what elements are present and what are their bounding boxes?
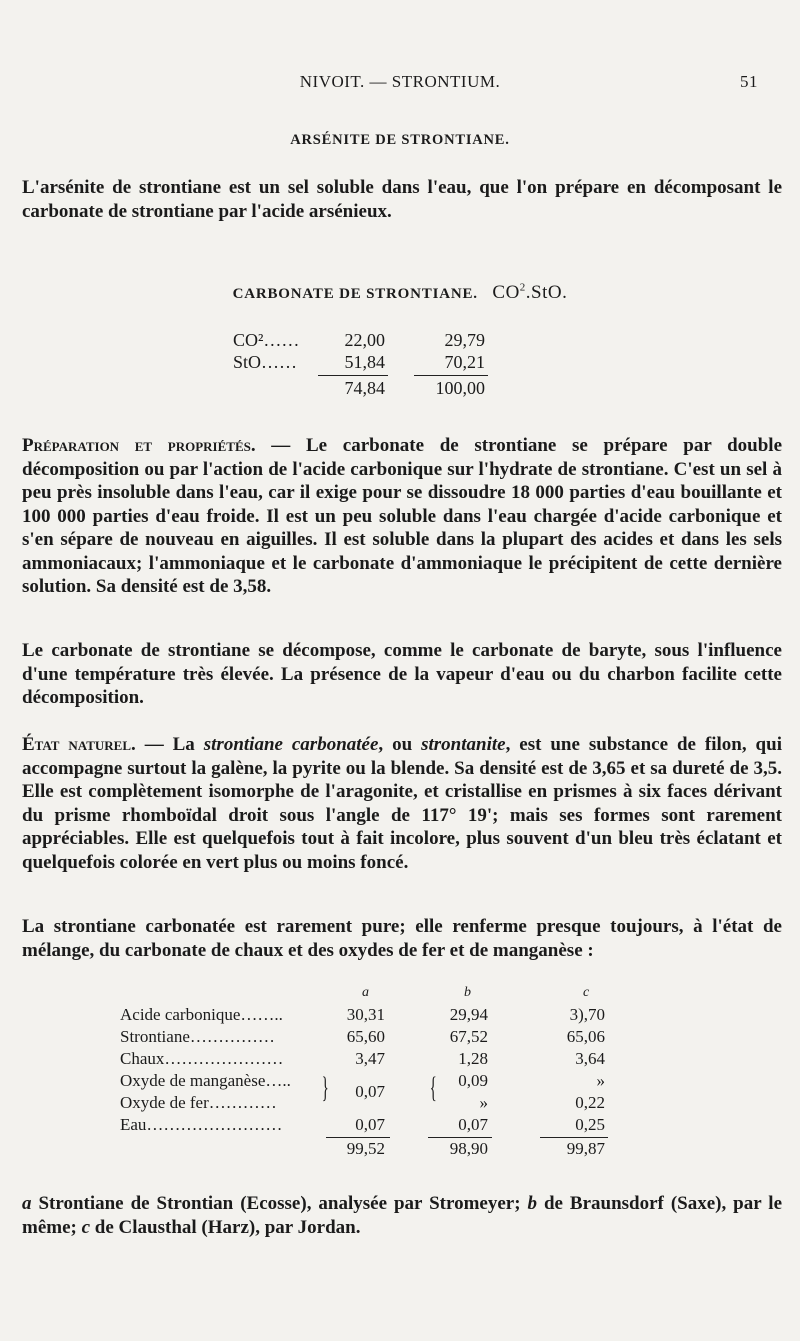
composition-label: StO……: [233, 352, 298, 372]
cell-c: 3),70: [569, 1005, 605, 1024]
carbonate-title: CARBONATE DE STRONTIANE.: [232, 286, 478, 302]
section-title-arsenite: ARSÉNITE DE STRONTIANE.: [290, 132, 510, 148]
footnote-text-a: Strontiane de Strontian (Ecosse), analysée par Stromeyer;: [31, 1193, 528, 1214]
sum-rule: [318, 375, 388, 376]
cell-b: 1,28: [458, 1049, 488, 1068]
column-header-c: c: [583, 985, 590, 1000]
cell-b: 0,09: [458, 1071, 488, 1090]
composition-total-percent: 100,00: [435, 378, 485, 398]
sum-rule: [326, 1137, 390, 1138]
footnote-letter-b: b: [527, 1193, 537, 1214]
decomposition-paragraph: Le carbonate de strontiane se décompose, comme le carbonate de baryte, sous l'influence d'une température très élevée. La présence de la vapeur d'eau ou du charbon facilite cette décomposition.: [22, 640, 782, 708]
composition-label: CO²……: [233, 330, 300, 350]
totals-row: [0, 1139, 800, 1161]
footnote-text-b: de Braunsdorf (Saxe), par le même;: [22, 1193, 783, 1238]
row-label: Chaux…………………: [120, 1049, 284, 1068]
composition-total: 74,84: [344, 378, 385, 398]
cell-c: 0,25: [575, 1115, 605, 1134]
etat-heading: État naturel.: [22, 734, 136, 755]
merged-cell-a: 0,07: [355, 1082, 385, 1101]
analyses-table: [0, 985, 800, 1165]
column-header-b: b: [464, 985, 471, 1000]
cell-b: 0,07: [458, 1115, 488, 1134]
cell-c: 3,64: [575, 1049, 605, 1068]
arsenite-paragraph: L'arsénite de strontiane est un sel soluble dans l'eau, que l'on prépare en décomposant le carbonate de strontiane par l'acide arsénieux.: [22, 177, 782, 222]
composition-percent: 70,21: [444, 352, 485, 372]
row-label: Oxyde de fer…………: [120, 1093, 277, 1112]
composition-row: [0, 352, 800, 376]
cell-a: 65,60: [346, 1027, 385, 1046]
cell-a: 0,07: [355, 1115, 385, 1134]
preparation-paragraph: [22, 434, 782, 599]
right-brace: }: [321, 1071, 329, 1104]
composition-value: 22,00: [344, 330, 385, 350]
table-row: [0, 1027, 800, 1049]
cell-a: 3,47: [355, 1049, 385, 1068]
etat-text: , est une substance de filon, qui accompagne surtout la galène, la pyrite ou la blende. Sa densité est de 3,65 et sa dureté de 3,5. Elle est complètement isomorphe de l'aragonite, et cristallise en prismes à six faces dérivant du prisme rhomboïdal droit sous l'angle de 117° 19'; mais ses formes sont rarement appréciables. Elle est quelquefois tout à fait incolore, plus souvent d'un bleu très éclatant et quelquefois colorée en vert plus ou moins foncé.: [22, 734, 782, 873]
composition-percent: 29,79: [444, 330, 485, 350]
preparation-heading: Préparation et propriétés.: [22, 435, 256, 456]
total-a: 99,52: [346, 1139, 385, 1158]
cell-c: 0,22: [575, 1093, 605, 1112]
composition-value: 51,84: [344, 352, 385, 372]
footnote-paragraph: [22, 1192, 782, 1239]
row-label: Acide carbonique……..: [120, 1005, 283, 1024]
total-b: 98,90: [449, 1139, 488, 1158]
sum-rule: [414, 375, 488, 376]
composition-table: [0, 322, 800, 412]
cell-b: 67,52: [449, 1027, 488, 1046]
header-title: NIVOIT. — STRONTIUM.: [299, 72, 501, 91]
cell-a: 30,31: [346, 1005, 385, 1024]
section-title-carbonate: [0, 282, 800, 304]
cell-c: »: [596, 1071, 605, 1090]
table-row: [0, 1071, 800, 1093]
carbonate-formula: $CO^2.StO$.: [492, 281, 568, 303]
mineral-name: strontiane carbonatée: [203, 734, 379, 755]
footnote-letter-a: a: [22, 1193, 32, 1214]
column-header-a: a: [362, 985, 369, 1000]
sum-rule: [540, 1137, 608, 1138]
table-row: [0, 1049, 800, 1071]
row-label: Eau……………………: [120, 1115, 283, 1134]
preparation-text: — Le carbonate de strontiane se prépare par double décomposition ou par l'action de l'acide carbonique sur l'hydrate de strontiane. C'est un sel à peu près insoluble dans l'eau, car il exige pour se dissoudre 18 000 parties d'eau bouillante et 100 000 parties d'eau froide. Il est un peu soluble dans l'eau chargée d'acide carbonique et s'en sépare de nouveau en aiguilles. Il est soluble dans la plupart des acides et dans les sels ammoniacaux; l'ammoniaque et le carbonate d'ammoniaque le précipitent de cette dernière solution. Sa densité est de 3,58.: [22, 435, 783, 597]
composition-row: [0, 330, 800, 354]
cell-b: »: [479, 1093, 488, 1112]
cell-c: 65,06: [566, 1027, 605, 1046]
left-brace: {: [429, 1071, 437, 1104]
page-number: 51: [740, 72, 758, 91]
table-row: [0, 1115, 800, 1137]
etat-naturel-paragraph: [22, 733, 782, 874]
footnote-text-c: de Clausthal (Harz), par Jordan.: [90, 1216, 361, 1238]
cell-b: 29,94: [449, 1005, 488, 1024]
row-label: Strontiane……………: [120, 1027, 275, 1046]
row-label: Oxyde de manganèse…..: [120, 1071, 291, 1090]
sum-rule: [428, 1137, 492, 1138]
table-row: [0, 1005, 800, 1027]
etat-or: , ou: [378, 734, 422, 755]
mixture-paragraph: La strontiane carbonatée est rarement pure; elle renferme presque toujours, à l'état de mélange, du carbonate de chaux et des oxydes de fer et de manganèse :: [22, 916, 782, 961]
footnote-letter-c: c: [81, 1216, 91, 1238]
table-row: [0, 1093, 800, 1115]
composition-total-row: [0, 378, 800, 402]
total-c: 99,87: [566, 1139, 605, 1158]
mineral-synonym: strontanite: [421, 734, 506, 755]
etat-dash: — La: [135, 734, 204, 755]
